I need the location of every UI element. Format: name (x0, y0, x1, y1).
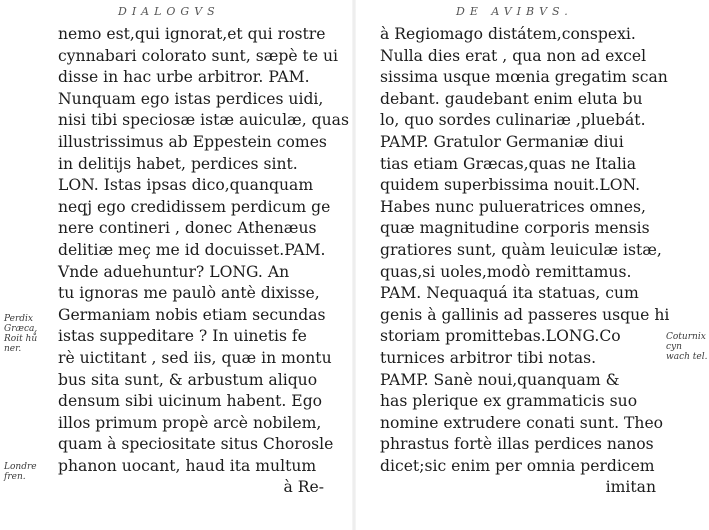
book-gutter (352, 0, 356, 530)
text-line: quæ magnitudine corporis mensis (380, 219, 650, 238)
text-line: nisi tibi speciosæ istæ auiculæ, quas (58, 111, 349, 130)
text-line: dicet;sic enim per omnia perdicem (380, 456, 655, 475)
catchword: à Re- (283, 478, 324, 497)
text-line: à Regiomago distátem,conspexi. (380, 25, 636, 43)
text-line: LON. Istas ipsas dico,quanquam (58, 176, 314, 195)
text-line: istas suppeditare ? In uinetis fe (58, 327, 307, 346)
text-line: disse in hac urbe arbitror. PAM. (58, 68, 310, 87)
left-text-column (58, 24, 349, 499)
text-line: has plerique ex grammaticis suo (380, 392, 638, 411)
text-line: rè uictitant , sed iis, quæ in montu (58, 348, 332, 367)
text-line: quidem superbissima nouit.LON. (380, 176, 641, 195)
text-line: Nulla dies erat , qua non ad excel (380, 46, 647, 65)
text-line: Germaniam nobis etiam secundas (58, 305, 326, 324)
marginal-note: Coturnix cyn wach tel. (666, 332, 708, 362)
text-line: tu ignoras me paulò antè dixisse, (58, 284, 320, 303)
text-line: nere contineri , donec Athenæus (58, 219, 317, 238)
text-line: tias etiam Græcas,quas ne Italia (380, 154, 637, 173)
text-line: genis à gallinis ad passeres usque hi (380, 305, 670, 324)
text-line: PAM. Nequaquá ita statuas, cum (380, 284, 639, 303)
text-line: delitiæ meç me id docuisset.PAM. (58, 240, 326, 259)
text-line: illustrissimus ab Eppestein comes (58, 132, 327, 151)
text-line: PAMP. Sanè noui,quanquam & (380, 370, 620, 389)
text-line: Habes nunc pulueratrices omnes, (380, 197, 646, 216)
text-line: densum sibi uicinum habent. Ego (58, 392, 323, 411)
text-line: sissima usque mœnia gregatim scan (380, 68, 668, 87)
text-line: nomine extrudere conati sunt. Theo (380, 413, 664, 432)
text-line: quam à speciositate situs Chorosle (58, 435, 334, 454)
text-line: lo, quo sordes culinariæ ,pluebát. (380, 111, 646, 130)
right-page (358, 0, 709, 530)
text-line: quas,si uoles,modò remittamus. (380, 262, 632, 281)
right-running-head: DE AVIBVS. (456, 5, 573, 18)
left-running-head: DIALOGVS (118, 5, 220, 18)
left-page (0, 0, 350, 530)
text-line: turnices arbitror tibi notas. (380, 348, 597, 367)
marginal-note: Perdix Græca, Roit hů ner. (4, 314, 38, 354)
text-line: Nunquam ego istas perdices uidi, (58, 89, 324, 108)
text-line: nemo est,qui ignorat,et qui rostre (58, 25, 326, 43)
text-line: illos primum propè arcè nobilem, (58, 413, 322, 432)
text-line: bus sita sunt, & arbustum aliquo (58, 370, 318, 389)
text-line: Vnde aduehuntur? LONG. An (58, 262, 290, 281)
catchword: imitan (605, 478, 656, 497)
text-line: gratiores sunt, quàm leuiculæ istæ, (380, 240, 662, 259)
text-line: neqj ego credidissem perdicum ge (58, 197, 331, 216)
text-line: PAMP. Gratulor Germaniæ diui (380, 132, 624, 151)
text-line: phrastus fortè illas perdices nanos (380, 435, 654, 454)
right-text-column (380, 24, 670, 499)
text-line: storiam promittebas.LONG.Co (380, 327, 621, 346)
marginal-note: Londre fren. (4, 462, 37, 482)
text-line: in delitijs habet, perdices sint. (58, 154, 298, 173)
text-line: phanon uocant, haud ita multum (58, 456, 317, 475)
text-line: cynnabari colorato sunt, sæpè te ui (58, 46, 339, 65)
text-line: debant. gaudebant enim eluta bu (380, 89, 643, 108)
